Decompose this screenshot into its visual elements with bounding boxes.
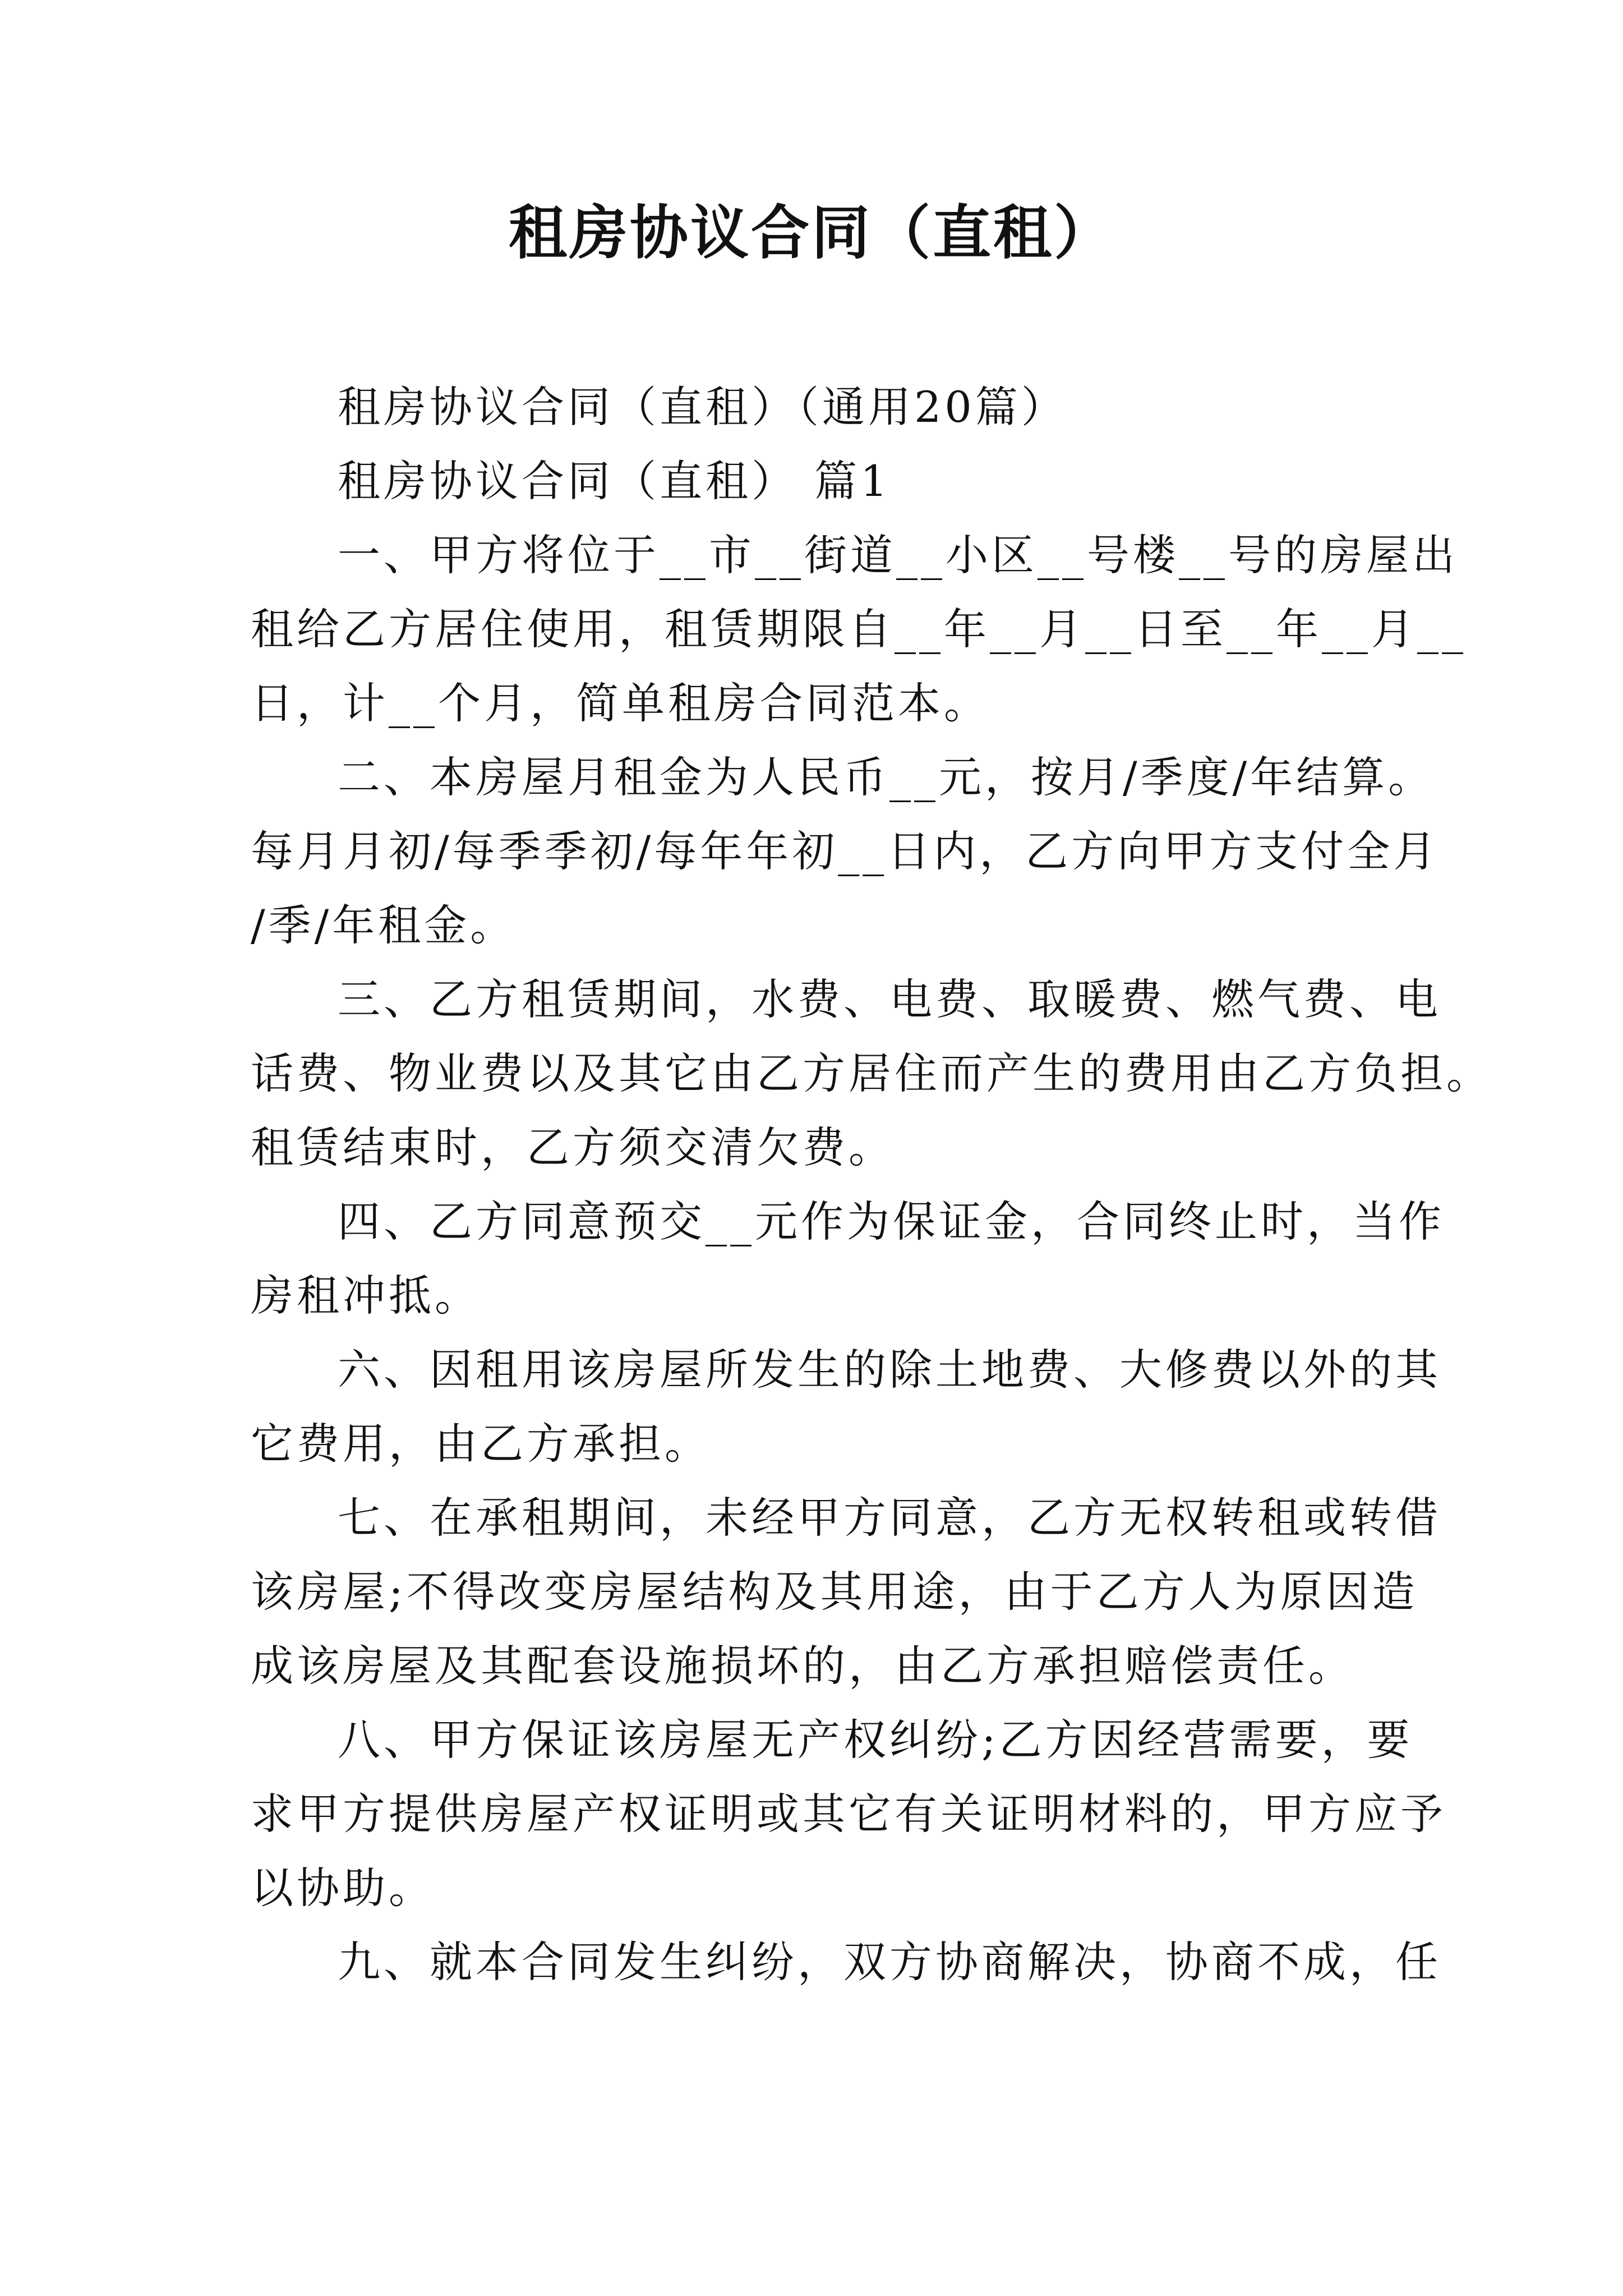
document-title: 租房协议合同（直租）	[508, 198, 1114, 267]
paragraph-1-line-2: 租给乙方居住使用，租赁期限自__年__月__日至__年__月__	[251, 604, 1467, 654]
paragraph-7-line-2: 该房屋;不得改变房屋结构及其用途，由于乙方人为原因造	[251, 1567, 1418, 1617]
paragraph-4-line-2: 房租冲抵。	[251, 1271, 481, 1320]
paragraph-2-line-1: 二、本房屋月租金为人民币__元，按月/季度/年结算。	[338, 752, 1435, 802]
section-heading-line: 租房协议合同（直租） 篇1	[338, 456, 891, 506]
paragraph-2-line-2: 每月月初/每季季初/每年年初__日内，乙方向甲方支付全月	[251, 826, 1440, 876]
paragraph-8-line-3: 以协助。	[251, 1863, 435, 1913]
paragraph-2-line-3: /季/年租金。	[251, 900, 517, 950]
paragraph-4-line-1: 四、乙方同意预交__元作为保证金，合同终止时，当作	[338, 1197, 1445, 1246]
paragraph-8-line-1: 八、甲方保证该房屋无产权纠纷;乙方因经营需要，要	[338, 1715, 1413, 1765]
paragraph-6-line-2: 它费用，由乙方承担。	[251, 1419, 711, 1469]
paragraph-7-line-1: 七、在承租期间，未经甲方同意，乙方无权转租或转借	[338, 1493, 1441, 1543]
paragraph-1-line-1: 一、甲方将位于__市__街道__小区__号楼__号的房屋出	[338, 530, 1458, 580]
paragraph-3-line-1: 三、乙方租赁期间，水费、电费、取暖费、燃气费、电	[338, 974, 1441, 1024]
paragraph-3-line-3: 租赁结束时，乙方须交清欠费。	[251, 1122, 895, 1172]
paragraph-9-line-1: 九、就本合同发生纠纷，双方协商解决，协商不成，任	[338, 1937, 1441, 1987]
paragraph-6-line-1: 六、因租用该房屋所发生的除土地费、大修费以外的其	[338, 1345, 1441, 1395]
document-body	[251, 370, 1492, 1999]
paragraph-1-line-3: 日，计__个月，简单租房合同范本。	[251, 678, 990, 728]
subtitle-line: 租房协议合同（直租）（通用20篇）	[338, 382, 1067, 432]
paragraph-8-line-2: 求甲方提供房屋产权证明或其它有关证明材料的，甲方应予	[251, 1789, 1446, 1839]
paragraph-7-line-3: 成该房屋及其配套设施损坏的，由乙方承担赔偿责任。	[251, 1641, 1354, 1691]
paragraph-3-line-2: 话费、物业费以及其它由乙方居住而产生的费用由乙方负担。	[251, 1048, 1492, 1098]
